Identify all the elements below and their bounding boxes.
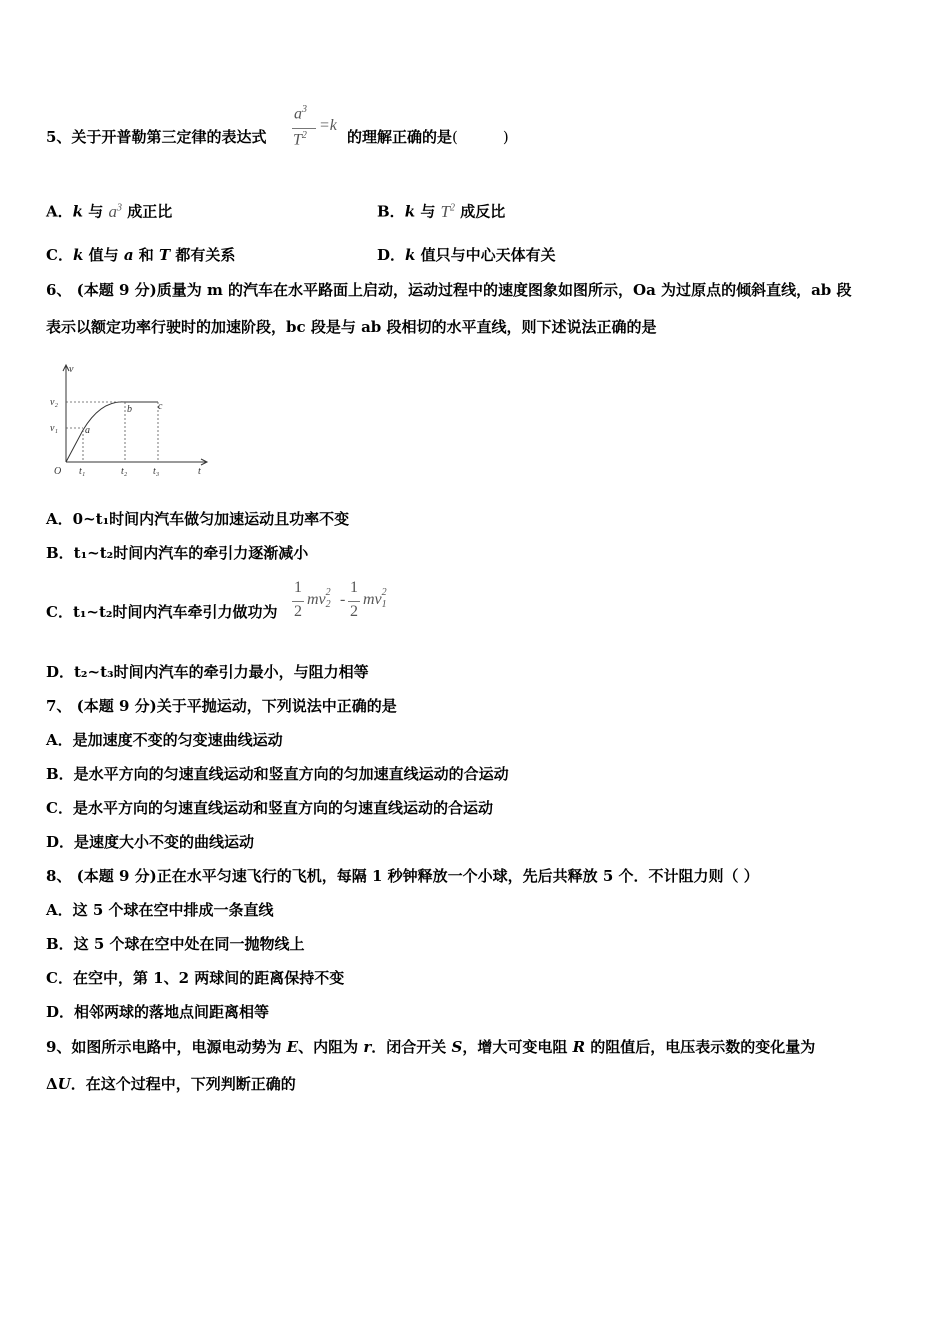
graph-label-t1: t₁ (79, 466, 86, 477)
q5-answer-paren: ( ) (452, 128, 509, 146)
q8-stem: 8、 (本题 9 分)正在水平匀速飞行的飞机，每隔 1 秒钟释放一个小球，先后共释放 5 个．不计阻力则（ ） (46, 867, 759, 885)
q6-stem-line2: 表示以额定功率行驶时的加速阶段，bc 段是与 ab 段相切的水平直线，则下述说法正确的是 (46, 318, 657, 336)
q5-option-a: A．k 与 $a^3$ 成正比 (46, 201, 173, 221)
q6-option-b: B．t₁~t₂时间内汽车的牵引力逐渐减小 (46, 544, 309, 562)
graph-label-v2: v₂ (50, 397, 58, 408)
q7-option-a: A．是加速度不变的匀变速曲线运动 (46, 731, 283, 749)
q6-c-frac2-bar (348, 601, 360, 602)
q9-stem-line1: 9、如图所示电路中，电源电动势为 E、内阻为 r．闭合开关 S，增大可变电阻 R 的阻值后，电压表示数的变化量为 (46, 1038, 816, 1056)
q7-stem: 7、 (本题 9 分)关于平抛运动，下列说法中正确的是 (46, 697, 397, 715)
q7-option-d: D．是速度大小不变的曲线运动 (46, 833, 255, 851)
graph-label-t: t (198, 466, 201, 477)
q9-stem-line2: ΔU．在这个过程中，下列判断正确的 (46, 1075, 296, 1093)
q5-option-d: D．k 值只与中心天体有关 (377, 246, 556, 264)
q6-stem-line1: 6、 (本题 9 分)质量为 m 的汽车在水平路面上启动，运动过程中的速度图象如图所示，Oa 为过原点的倾斜直线，ab 段 (46, 281, 852, 299)
q6-c-frac2-den: 2 (350, 603, 358, 620)
q6-c-frac1-den: 2 (294, 603, 302, 620)
q5-stem (46, 127, 266, 147)
q6-option-d: D．t₂~t₃时间内汽车的牵引力最小，与阻力相等 (46, 663, 369, 681)
graph-label-v1: v₁ (50, 423, 58, 434)
graph-label-a: a (85, 425, 90, 436)
graph-segment-oa (66, 430, 83, 462)
q6-option-c: C．t₁~t₂时间内汽车牵引力做功为 (46, 603, 278, 621)
graph-label-v: v (69, 364, 74, 375)
q8-option-c: C．在空中，第 1、2 两球间的距离保持不变 (46, 969, 345, 987)
q5-option-c: C．k 值与 a 和 T 都有关系 (46, 246, 236, 264)
q5-prefix: 5、关于开普勒第三定律的表达式 (46, 128, 267, 146)
graph-label-origin: O (54, 466, 62, 477)
q6-c-frac1-bar (292, 601, 304, 602)
q8-option-b: B．这 5 个球在空中处在同一抛物线上 (46, 935, 305, 953)
q6-c-term2: mv 2 1 (363, 587, 387, 610)
q5-fraction-bar (292, 128, 316, 129)
q5-formula-rhs: =k (319, 117, 337, 134)
graph-label-t3: t₃ (153, 466, 160, 477)
q7-option-c: C．是水平方向的匀速直线运动和竖直方向的匀速直线运动的合运动 (46, 799, 493, 817)
q8-option-a: A．这 5 个球在空中排成一条直线 (46, 901, 274, 919)
q5-stem-suffix: 的理解正确的是( ) (347, 128, 509, 146)
graph-label-c: c (158, 401, 163, 412)
q8-option-d: D．相邻两球的落地点间距离相等 (46, 1003, 270, 1021)
q6-c-frac2-num: 1 (350, 579, 358, 596)
q7-option-b: B．是水平方向的匀速直线运动和竖直方向的匀加速直线运动的合运动 (46, 765, 509, 783)
q6-c-frac1-num: 1 (294, 579, 302, 596)
q5-formula-num: $a^3$ (294, 104, 307, 123)
q6-velocity-time-graph (46, 360, 216, 480)
q5-formula-den: $T^2$ (293, 130, 307, 149)
graph-label-t2: t₂ (121, 466, 128, 477)
q5-option-b: B．k 与 $T^2$ 成反比 (377, 201, 506, 221)
q6-c-term1: mv 2 2 (307, 587, 331, 610)
q6-option-a: A．0~t₁时间内汽车做匀加速运动且功率不变 (46, 510, 350, 528)
q6-c-minus: - (340, 591, 346, 608)
graph-label-b: b (127, 404, 132, 415)
